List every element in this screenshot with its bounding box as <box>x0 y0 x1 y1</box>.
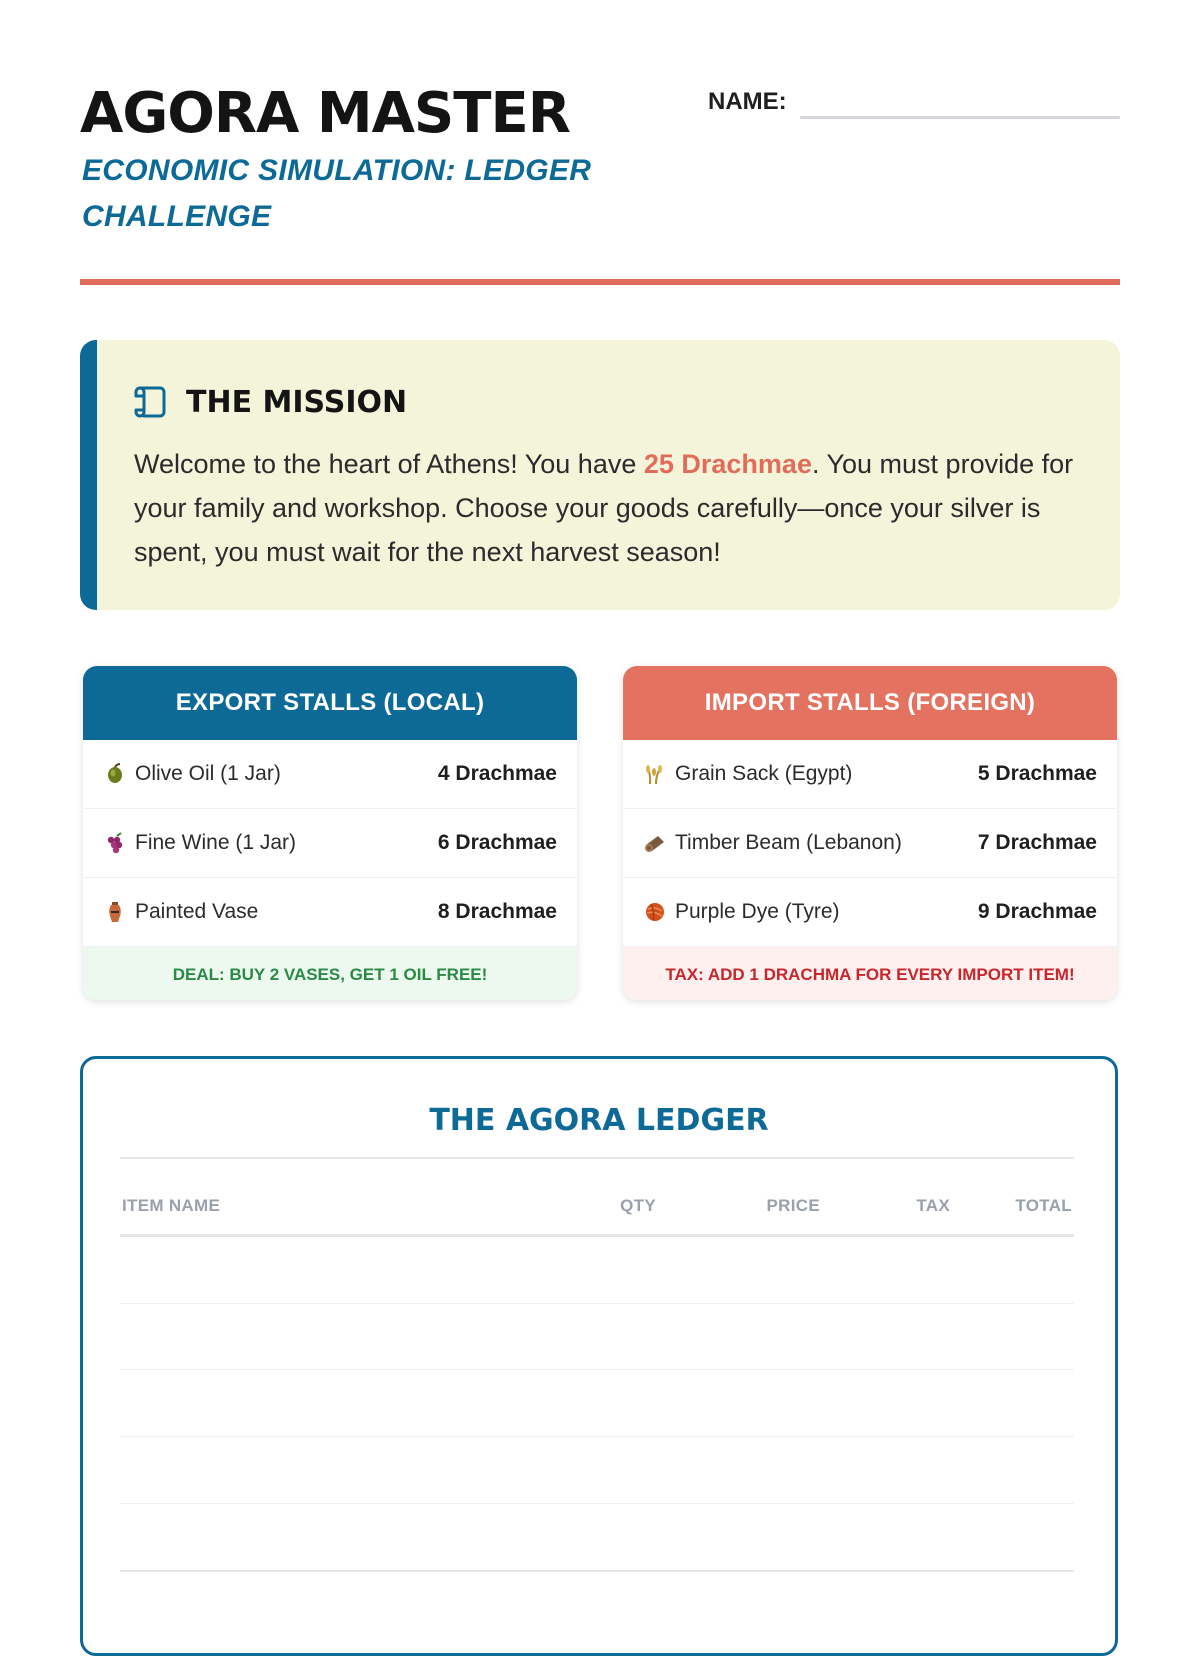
item-price: 8 Drachmae <box>437 900 557 923</box>
name-label: NAME: <box>708 88 787 115</box>
wood-icon <box>643 831 667 855</box>
stall-item <box>623 740 1117 809</box>
import-stalls-card <box>623 666 1117 1000</box>
stall-item <box>623 878 1117 947</box>
import-tax-note: TAX: ADD 1 DRACHMA FOR EVERY IMPORT ITEM! <box>623 947 1117 1000</box>
mission-text-end: . You must provide for your family and workshop. Choose your goods carefully—once your silver is spent, you must wait for the next harvest season! <box>134 449 1074 567</box>
page-subtitle: ECONOMIC SIMULATION: LEDGER CHALLENGE <box>82 154 592 233</box>
item-name: Olive Oil (1 Jar) <box>135 762 281 785</box>
mission-title: THE MISSION <box>186 384 408 420</box>
mission-budget-highlight: 25 Drachmae <box>643 449 812 479</box>
page-title: AGORA MASTER <box>80 81 570 146</box>
mission-text-start: Welcome to the heart of Athens! You have <box>134 449 644 479</box>
ledger-title-divider <box>120 1157 1074 1159</box>
ledger-row-line[interactable] <box>120 1570 1074 1572</box>
stall-item <box>83 809 577 878</box>
ledger-table <box>80 1056 1120 1600</box>
column-header-item: ITEM NAME <box>122 1196 221 1215</box>
amphora-icon <box>103 900 127 924</box>
mission-text <box>134 442 1094 574</box>
ledger-header-row <box>120 1196 1074 1226</box>
column-header-tax: TAX <box>916 1196 950 1215</box>
item-price: 5 Drachmae <box>977 762 1097 785</box>
grain-icon <box>643 762 667 786</box>
export-stalls-card <box>83 666 577 1000</box>
item-price: 9 Drachmae <box>977 900 1097 923</box>
export-deal-note: DEAL: BUY 2 VASES, GET 1 OIL FREE! <box>83 947 577 1000</box>
stall-item <box>623 809 1117 878</box>
stall-item <box>83 878 577 947</box>
header-divider <box>80 279 1120 285</box>
item-name: Fine Wine (1 Jar) <box>135 831 297 854</box>
item-price: 4 Drachmae <box>437 762 557 785</box>
mission-header <box>134 382 407 422</box>
header <box>80 82 1120 242</box>
item-name: Timber Beam (Lebanon) <box>675 831 902 854</box>
item-name: Painted Vase <box>135 900 259 923</box>
grapes-icon <box>103 831 127 855</box>
scroll-icon <box>134 384 170 420</box>
column-header-qty: QTY <box>620 1196 656 1215</box>
ledger-row-line[interactable] <box>120 1503 1074 1504</box>
name-field-line[interactable] <box>800 116 1120 119</box>
ledger-row-line[interactable] <box>120 1369 1074 1370</box>
ledger-header-divider <box>120 1234 1074 1237</box>
ledger-row-line[interactable] <box>120 1436 1074 1437</box>
item-name: Purple Dye (Tyre) <box>675 900 840 923</box>
export-stalls-title: EXPORT STALLS (LOCAL) <box>83 666 577 740</box>
import-stalls-title: IMPORT STALLS (FOREIGN) <box>623 666 1117 740</box>
item-name: Grain Sack (Egypt) <box>675 762 853 785</box>
item-price: 7 Drachmae <box>977 831 1097 854</box>
yarn-icon <box>643 900 667 924</box>
mission-accent-bar <box>80 340 97 610</box>
column-header-total: TOTAL <box>1015 1196 1072 1215</box>
olive-icon <box>103 762 127 786</box>
stall-item <box>83 740 577 809</box>
item-price: 6 Drachmae <box>437 831 557 854</box>
mission-panel <box>80 340 1120 610</box>
column-header-price: PRICE <box>766 1196 820 1215</box>
ledger-row-line[interactable] <box>120 1303 1074 1304</box>
ledger-title: THE AGORA LEDGER <box>429 1103 769 1138</box>
